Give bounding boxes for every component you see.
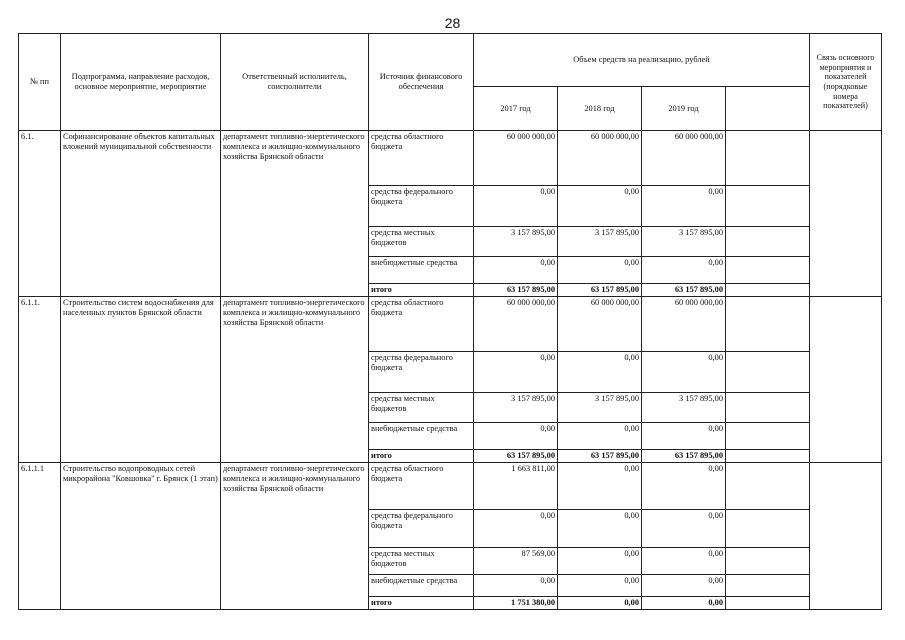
row-value-2018: 3 157 895,00 <box>558 392 642 422</box>
row-value-2017: 1 663 811,00 <box>474 462 558 509</box>
header-year-2017: 2017 год <box>474 87 558 131</box>
row-value-empty <box>726 596 810 609</box>
table-row <box>19 131 882 186</box>
row-source: итого <box>369 449 474 462</box>
row-value-2017: 87 569,00 <box>474 547 558 574</box>
row-program-name: Строительство водопроводных сетей микрорайона "Ковшовка" г. Брянск (1 этап) <box>61 462 221 609</box>
row-value-2019: 3 157 895,00 <box>642 392 726 422</box>
row-value-empty <box>726 462 810 509</box>
row-source: средства федерального бюджета <box>369 509 474 547</box>
row-source: средства местных бюджетов <box>369 227 474 257</box>
row-value-2018: 0,00 <box>558 574 642 596</box>
row-value-empty <box>726 186 810 227</box>
row-code: 6.1.1.1 <box>19 462 61 609</box>
row-value-2018: 60 000 000,00 <box>558 296 642 351</box>
row-source: средства местных бюджетов <box>369 547 474 574</box>
row-value-2019: 3 157 895,00 <box>642 227 726 257</box>
header-num: № пп <box>19 34 61 131</box>
row-source: внебюджетные средства <box>369 257 474 284</box>
row-value-2019: 0,00 <box>642 257 726 284</box>
row-source: средства областного бюджета <box>369 131 474 186</box>
row-value-empty <box>726 422 810 449</box>
row-value-2019: 0,00 <box>642 186 726 227</box>
row-link <box>810 462 882 609</box>
row-value-2019: 0,00 <box>642 509 726 547</box>
row-source: итого <box>369 284 474 297</box>
row-value-empty <box>726 131 810 186</box>
row-value-empty <box>726 296 810 351</box>
row-value-2018: 63 157 895,00 <box>558 284 642 297</box>
table-row <box>19 462 882 509</box>
row-value-2019: 0,00 <box>642 574 726 596</box>
row-source: средства местных бюджетов <box>369 392 474 422</box>
row-value-empty <box>726 284 810 297</box>
table-row <box>19 296 882 351</box>
row-link <box>810 296 882 462</box>
row-source: средства областного бюджета <box>369 462 474 509</box>
row-value-2018: 3 157 895,00 <box>558 227 642 257</box>
row-source: средства областного бюджета <box>369 296 474 351</box>
table-body <box>19 131 882 610</box>
header-year-2018: 2018 год <box>558 87 642 131</box>
row-value-2017: 0,00 <box>474 351 558 392</box>
row-value-2018: 0,00 <box>558 257 642 284</box>
row-value-2017: 0,00 <box>474 509 558 547</box>
row-value-2018: 0,00 <box>558 186 642 227</box>
row-value-empty <box>726 227 810 257</box>
header-executor: Ответственный исполнитель, соисполнители <box>221 34 369 131</box>
row-value-2017: 3 157 895,00 <box>474 227 558 257</box>
page-number: 28 <box>444 15 461 31</box>
row-value-2017: 3 157 895,00 <box>474 392 558 422</box>
row-value-empty <box>726 574 810 596</box>
row-link <box>810 131 882 297</box>
row-program-name: Софинансирование объектов капитальных вложений муниципальной собственности <box>61 131 221 297</box>
row-executor: департамент топливно-энергетического комплекса и жилищно-коммунального хозяйства Брянской области <box>221 131 369 297</box>
row-source: итого <box>369 596 474 609</box>
row-executor: департамент топливно-энергетического комплекса и жилищно-коммунального хозяйства Брянской области <box>221 462 369 609</box>
row-value-2017: 63 157 895,00 <box>474 284 558 297</box>
row-program-name: Строительство систем водоснабжения для населенных пунктов Брянской области <box>61 296 221 462</box>
row-value-2019: 60 000 000,00 <box>642 296 726 351</box>
row-value-2017: 60 000 000,00 <box>474 296 558 351</box>
header-program: Подпрограмма, направление расходов, основное мероприятие, мероприятие <box>61 34 221 131</box>
row-source: внебюджетные средства <box>369 574 474 596</box>
row-source: средства федерального бюджета <box>369 351 474 392</box>
row-value-empty <box>726 449 810 462</box>
row-value-empty <box>726 257 810 284</box>
row-value-empty <box>726 351 810 392</box>
row-source: средства федерального бюджета <box>369 186 474 227</box>
row-value-2018: 0,00 <box>558 509 642 547</box>
row-value-2019: 0,00 <box>642 422 726 449</box>
row-executor: департамент топливно-энергетического комплекса и жилищно-коммунального хозяйства Брянской области <box>221 296 369 462</box>
row-value-2017: 60 000 000,00 <box>474 131 558 186</box>
row-value-2018: 0,00 <box>558 351 642 392</box>
row-value-empty <box>726 392 810 422</box>
row-code: 6.1.1. <box>19 296 61 462</box>
row-value-2017: 63 157 895,00 <box>474 449 558 462</box>
row-value-2019: 60 000 000,00 <box>642 131 726 186</box>
row-source: внебюджетные средства <box>369 422 474 449</box>
row-value-2019: 0,00 <box>642 596 726 609</box>
header-year-empty <box>726 87 810 131</box>
row-value-empty <box>726 547 810 574</box>
row-value-2017: 0,00 <box>474 257 558 284</box>
row-value-2017: 0,00 <box>474 186 558 227</box>
row-value-empty <box>726 509 810 547</box>
row-value-2017: 1 751 380,00 <box>474 596 558 609</box>
row-value-2019: 63 157 895,00 <box>642 449 726 462</box>
row-value-2018: 0,00 <box>558 422 642 449</box>
header-volume: Объем средств на реализацию, рублей <box>474 34 810 87</box>
row-value-2018: 0,00 <box>558 596 642 609</box>
header-link: Связь основного мероприятия и показателей (порядковые номера показателей) <box>810 34 882 131</box>
header-year-2019: 2019 год <box>642 87 726 131</box>
row-value-2019: 63 157 895,00 <box>642 284 726 297</box>
row-value-2019: 0,00 <box>642 351 726 392</box>
row-value-2018: 60 000 000,00 <box>558 131 642 186</box>
header-source: Источник финансового обеспечения <box>369 34 474 131</box>
row-value-2018: 0,00 <box>558 547 642 574</box>
row-value-2018: 63 157 895,00 <box>558 449 642 462</box>
row-value-2019: 0,00 <box>642 547 726 574</box>
funding-table <box>18 33 882 610</box>
row-code: 6.1. <box>19 131 61 297</box>
row-value-2019: 0,00 <box>642 462 726 509</box>
row-value-2017: 0,00 <box>474 574 558 596</box>
row-value-2018: 0,00 <box>558 462 642 509</box>
row-value-2017: 0,00 <box>474 422 558 449</box>
